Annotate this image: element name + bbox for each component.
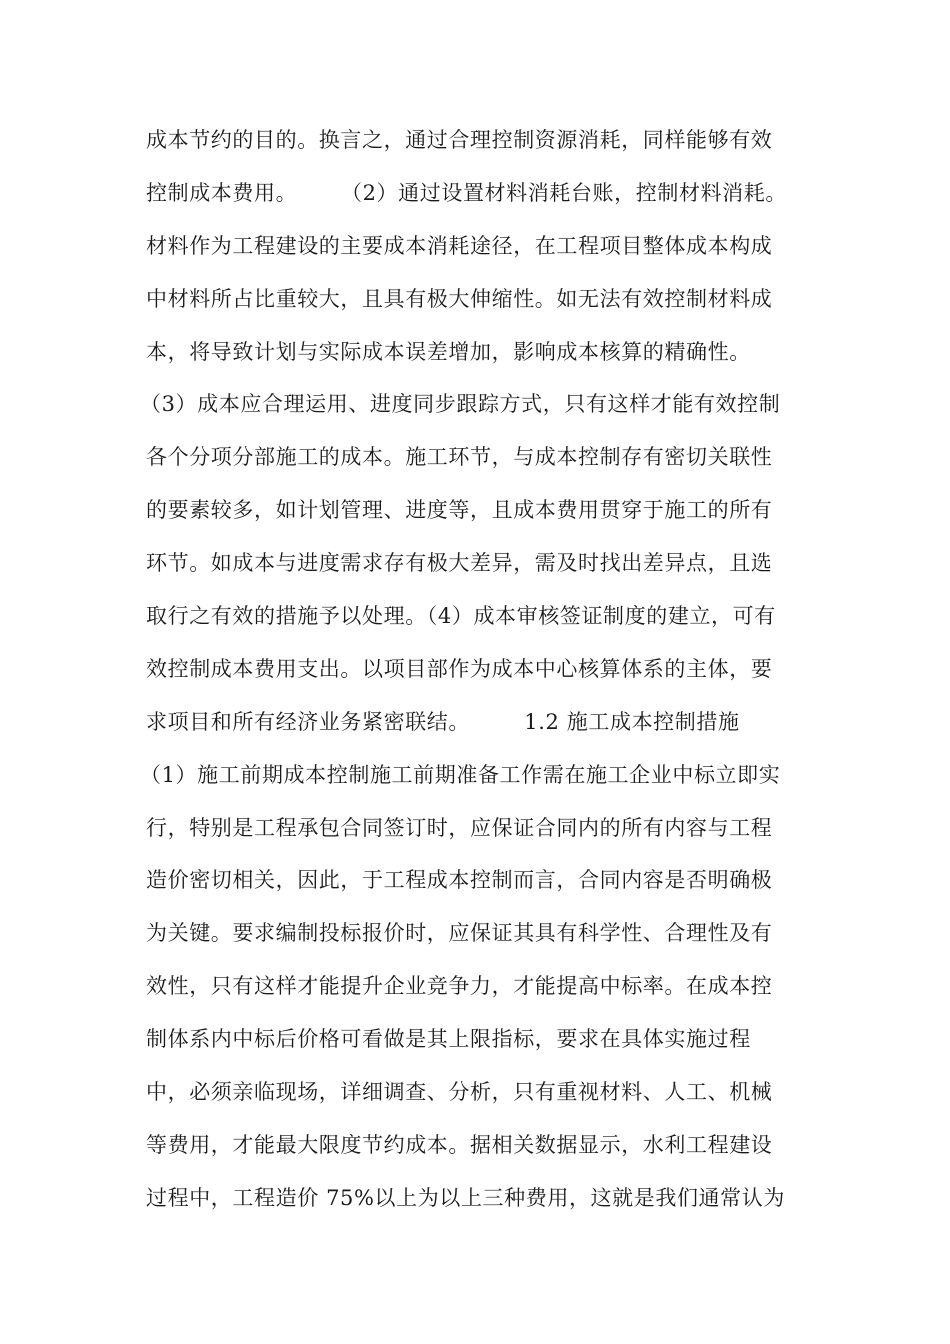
text-line: 效性，只有这样才能提升企业竞争力，才能提高中标率。在成本控 (146, 974, 773, 999)
text-line: 材料作为工程建设的主要成本消耗途径，在工程项目整体成本构成 (146, 233, 773, 258)
text-line: 效控制成本费用支出。以项目部作为成本中心核算体系的主体，要 (146, 656, 773, 681)
text-line: 成本节约的目的。换言之，通过合理控制资源消耗，同样能够有效 (146, 128, 773, 152)
text-line: 的要素较多，如计划管理、进度等，且成本费用贯穿于施工的所有 (146, 498, 773, 523)
text-line: 过程中，工程造价 75%以上为以上三种费用，这就是我们通常认为 (146, 1185, 785, 1210)
text-line: 各个分项分部施工的成本。施工环节，与成本控制存有密切关联性 (146, 445, 773, 470)
text-line: （1）施工前期成本控制施工前期准备工作需在施工企业中标立即实 (140, 762, 781, 787)
text-line: 等费用，才能最大限度节约成本。据相关数据显示，水利工程建设 (146, 1132, 773, 1157)
text-line: 取行之有效的措施予以处理。（4）成本审核签证制度的建立，可有 (146, 604, 776, 629)
text-line: （3）成本应合理运用、进度同步跟踪方式，只有这样才能有效控制 (140, 392, 781, 417)
body-text (140, 114, 816, 1225)
text-line: 制体系内中标后价格可看做是其上限指标，要求在具体实施过程 (146, 1027, 751, 1052)
text-line: 中，必须亲临现场，详细调查、分析，只有重视材料、人工、机械 (146, 1080, 773, 1105)
text-line: 环节。如成本与进度需求存有极大差异，需及时找出差异点，且选 (146, 551, 773, 576)
text-line: 求项目和所有经济业务紧密联结。 1.2 施工成本控制措施 (146, 709, 740, 734)
text-line: 本，将导致计划与实际成本误差增加，影响成本核算的精确性。 (146, 339, 751, 364)
text-line: 行，特别是工程承包合同签订时，应保证合同内的所有内容与工程 (146, 815, 773, 840)
text-line: 控制成本费用。 （2）通过设置材料消耗台账，控制材料消耗。 (146, 180, 787, 205)
text-line: 为关键。要求编制投标报价时，应保证其具有科学性、合理性及有 (146, 921, 773, 946)
text-line: 中材料所占比重较大，且具有极大伸缩性。如无法有效控制材料成 (146, 286, 773, 311)
text-line: 造价密切相关，因此，于工程成本控制而言，合同内容是否明确极 (146, 868, 773, 893)
